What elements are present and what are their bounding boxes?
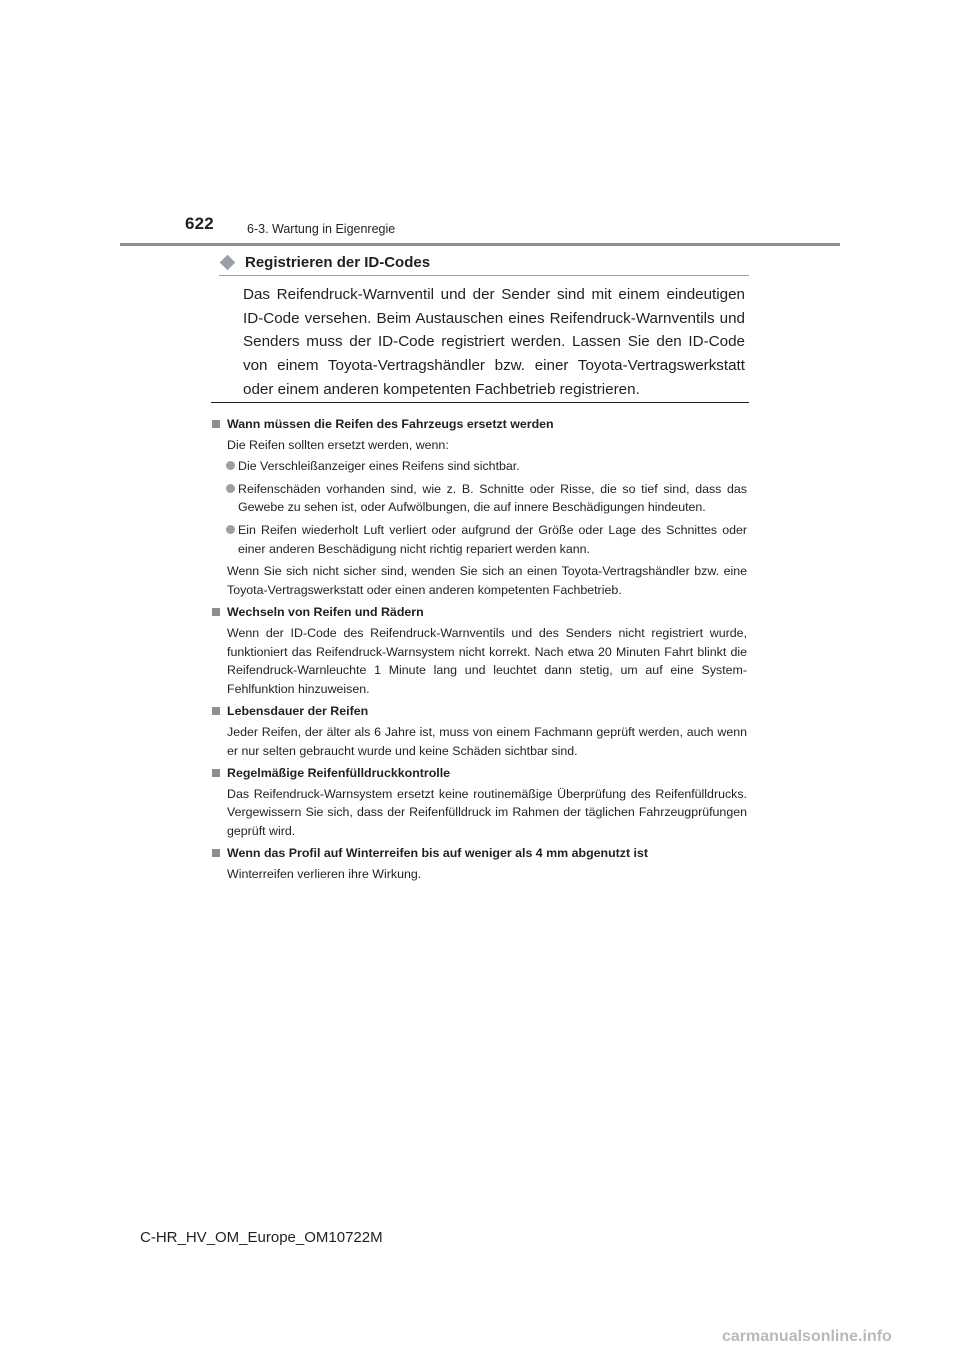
note-block (211, 603, 747, 698)
list-item (211, 480, 747, 517)
note-heading (211, 844, 747, 863)
notes-divider (211, 402, 749, 403)
section-path: 6-3. Wartung in Eigenregie (247, 222, 396, 236)
note-heading-text: Wechseln von Reifen und Rädern (227, 605, 424, 620)
note-block (211, 764, 747, 840)
circle-bullet-icon (226, 461, 235, 470)
footer-doc-id: C-HR_HV_OM_Europe_OM10722M (140, 1229, 383, 1246)
note-text: Das Reifendruck-Warnsystem ersetzt keine routinemäßige Überprüfung des Reifenfülldrucks. Vergewissern Sie sich, dass der Reifenfülldruck im Rahmen der täglichen Fahrzeugprüfungen geprüft wird. (227, 786, 747, 838)
circle-bullet-icon (226, 484, 235, 493)
note-text: Wenn der ID-Code des Reifendruck-Warnventils und des Senders nicht registriert wurde, funktioniert das Reifendruck-Warnsystem nicht korrekt. Nach etwa 20 Minuten Fahrt blinkt die Reifendruck-Warnleuchte 1 Minute lang und leuchtet dann stetig, um auf eine System-Fehlfunktion hinzuweisen. (227, 625, 747, 696)
note-heading-text: Wenn das Profil auf Winterreifen bis auf weniger als 4 mm abgenutzt ist (227, 846, 649, 861)
note-text: Die Reifen sollten ersetzt werden, wenn: (227, 437, 449, 452)
subsection-heading (219, 254, 749, 271)
header-rule (120, 243, 840, 246)
list-item (211, 457, 747, 476)
note-text: Winterreifen verlieren ihre Wirkung. (227, 867, 422, 882)
note-heading (211, 702, 747, 721)
note-heading-text: Lebensdauer der Reifen (227, 704, 369, 719)
page-number: 622 (185, 214, 214, 233)
watermark[interactable]: carmanualsonline.info (722, 1328, 892, 1345)
list-item (211, 521, 747, 558)
square-bullet-icon (212, 849, 220, 857)
note-heading-text: Regelmäßige Reifenfülldruckkontrolle (227, 766, 451, 781)
note-block (211, 844, 747, 883)
note-heading-text: Wann müssen die Reifen des Fahrzeugs ersetzt werden (227, 417, 554, 431)
diamond-icon (220, 255, 236, 271)
note-heading (211, 603, 747, 622)
square-bullet-icon (212, 769, 220, 777)
list-item-text: Die Verschleißanzeiger eines Reifens sind sichtbar. (238, 459, 520, 474)
bullet-list (211, 457, 747, 558)
note-block (211, 702, 747, 760)
subsection-text: Das Reifendruck-Warnventil und der Sender sind mit einem eindeutigen ID-Code versehen. Beim Austauschen eines Reifendruck-Warnventils und Senders muss der ID-Code registriert werden. Lassen Sie den ID-Code von einem Toyota-Vertragshändler bzw. einer Toyota-Vertragswerkstatt oder einem anderen kompetenten Fachbetrieb registrieren. (243, 286, 745, 398)
note-heading (211, 764, 747, 783)
square-bullet-icon (212, 420, 220, 428)
note-text: Jeder Reifen, der älter als 6 Jahre ist, muss von einem Fachmann geprüft werden, auch wenn er nur selten gebraucht wurde und keine Schäden sichtbar sind. (227, 724, 747, 758)
note-heading (211, 415, 747, 434)
subsection-title: Registrieren der ID-Codes (245, 254, 431, 271)
list-item-text: Ein Reifen wiederholt Luft verliert oder aufgrund der Größe oder Lage des Schnittes oder einer anderen Beschädigung nicht richtig repariert werden kann. (238, 522, 747, 556)
note-block (211, 415, 747, 599)
list-item-text: Reifenschäden vorhanden sind, wie z. B. Schnitte oder Risse, die so tief sind, dass das Gewebe zu sehen ist, oder Aufwölbungen, die auf innere Beschädigungen hindeuten. (238, 481, 747, 515)
circle-bullet-icon (226, 525, 235, 534)
square-bullet-icon (212, 707, 220, 715)
notes-section (211, 412, 747, 888)
square-bullet-icon (212, 608, 220, 616)
subsection-rule (219, 275, 749, 276)
note-text: Wenn Sie sich nicht sicher sind, wenden Sie sich an einen Toyota-Vertragshändler bzw. eine Toyota-Vertragswerkstatt oder einen anderen kompetenten Fachbetrieb. (227, 564, 747, 597)
